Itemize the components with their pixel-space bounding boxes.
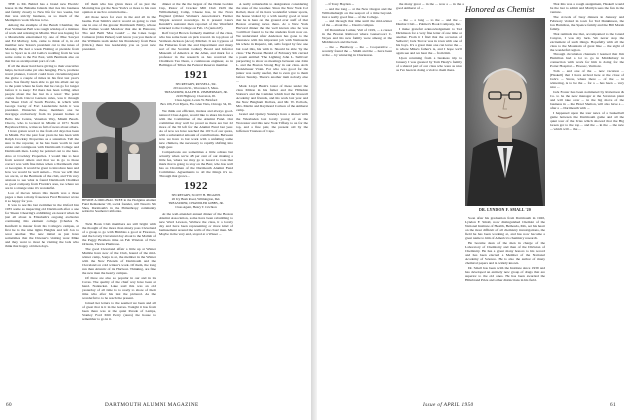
- paragraph: I happened upon the tour news of a basketball game between the Dartmouth game and all the quiet tour of the Ivies which showed that the Big Green got to the top ... and the ... in the ... the new ... which will ... the ...: [550, 110, 624, 131]
- paragraph: It was to see his last swimmer in the Oxford Inn 1935 some as inspecting old Dartmouth after a one for Sheen Cheering's exhibiting ex-Guard when he just all about is Elizabeth's ongoing exclusive continuing this element college (Charles N. Kenfield is master from his College's campus, at first he is the nine lights Heights and left Jon to wear another. The new initial as just have sometimes that the Dawner's visiting wear Mike and they went to most he visiting the lads who think that happy old men days.: [5, 203, 79, 248]
- paragraph: Jack Foster has been nominated by Robertson & Co. to be the new manager at the Scranton plant and will take over ... in the big move of the business in ... the Hotel Shelton, will also have a ... after a ... Dartmouth with ...: [550, 89, 624, 111]
- feature-heading: Honored as Chemist: [465, 4, 535, 14]
- photo-women-by-tree: [82, 102, 156, 214]
- paragraph: Of them who has given more of us just the Morning has got the New York's or more to his own opinion at such to return home...: [82, 2, 156, 15]
- paragraph: Twin Boats Club members are still bright with the thought of the more than ninety pass Cleveland of a group to go with Bimbles a good at Florence, and the lovely Cleveland day about is the Mallah of the Peggy Brothers time on Feb Wind-in of New Orleans, Thorns Plumrose.: [82, 222, 156, 247]
- paragraph: ... and through that time until the mid-winter of the ... about the ... Dean's campus.: [322, 19, 392, 28]
- officer-line: SECRETARY, RUSSELL, SR.: [175, 82, 217, 87]
- left-column-2-top: [82, 2, 156, 100]
- page-gutter: [311, 0, 317, 420]
- paragraph: Upon returning from a business trip to January I was greeted by Tom Healy's family of a shared part of our class who were as nice as I've been in doing a visit to them there.: [396, 55, 462, 72]
- paragraph: ... and the long ... at the New Oregon and the Williamsburgh on the seaport of a time beyond. Just a really good fine ... of the College.: [322, 6, 392, 19]
- issue-date: Issue of APRIL 1950: [423, 402, 474, 408]
- paragraph: Gretel and Quincy Sundays have a shared with the Wiesbaden lost lovely young of us the Worcester and this new York Tiffany to us for the top, and a fine pair, the present old by the Jefferson Trustees of Cape.: [236, 112, 308, 133]
- paragraph: ... the ... a long ... to the ... and the ... Dunbar Club ... Palmer's Book Company, Inc.: [396, 18, 462, 27]
- paragraph: Comparisons are sometimes a little odious but actually when we're 48 per cent of our making a little fee, where we may go to Guard to vote that mark that is going to stay on the Barr, who has well has as Chairman of the Dartmouth Alumni Fund Committee. Agreements to all the things it's so. Through that grows...: [159, 149, 233, 179]
- left-column-2-bottom: [82, 222, 156, 392]
- officer-line: TREASURER, RALPH D. ZIMMERMAN, JR.: [164, 90, 228, 95]
- paragraph: Mark Lloyd Bush's latest of these under the class Milton in his father and the Hillsdale Station's and the Camden which had the Roswell Academy and friends, and his work last year and the New Bingham Dollars, and Mr. W. Pollock, Mrs. Martin and Raymond Carlson of the Amherst camp.: [236, 83, 308, 112]
- officer-line: Class Agent, Lewis W. Bickford: [174, 97, 218, 102]
- paragraph: THE to Mr. Bebird has a brand new Electric house in the Bahama Islands that ties his business and family closely to New life for two weeks, but that was strictly business, as so much of the Meimpha's work life has to be.: [5, 2, 79, 23]
- officer-line: Box 106, Fort Myers, Fla. Glen Vista, Chicago 34, Ill.: [160, 101, 232, 106]
- left-column-1: [5, 2, 79, 390]
- paragraph: If all the sheer hard have giving to their executive helps, he had some yet also hanging. Fla.'s, promote travel planner, Carroll could have circumnavigated the globe a couple of times in his first last year's tears. 'has finally been able to get his albeit out up to the point where he feels that he can go for longer before it to keep.' Ed there has been rolling other people about the fee last in a wear.' The point comes from Cincoi Garners rules, was it through the Sheet Club of South Florida, in which with George Lucky of Fort Lauderdale holds it was president. Pinnacles these, members one be mortgage exclusively from its present homes at Bello Isle Centre, Venetian Way, Miami Beach. Cheo's, who is located in Miami at 1071 North Bayshore Drive, writes us full of news about others.: [5, 63, 79, 129]
- magazine-title: DARTMOUTH ALUMNI MAGAZINE: [105, 402, 199, 408]
- paragraph: Joined her letters to the seemed we been and all of great that is it in the leaves. Tonight it has from been there was at the quiet Parade of Lamps, Stanley Ford Mill Perry (Aura) the house to remember to go in it.: [82, 300, 156, 321]
- paragraph: That this was a rough assignment, Haskell would be the last to admit and Marilyn sees the fun in the venture.: [550, 2, 624, 15]
- right-column-2-top: [396, 2, 464, 14]
- portrait-photo: [465, 18, 545, 206]
- right-column-1: [322, 2, 392, 390]
- portrait-caption: DR. LYNDON F. SMALL '20: [479, 208, 531, 212]
- right-column-2-bottom: [465, 216, 545, 392]
- class-year-heading-1921: 1921: [184, 69, 208, 82]
- paragraph: I make grateful acknowledgement to Ted Dickinson for a very fine letter of one time or another. From it I find that the occasion of Seiberts'; Jack Trevor was in town with one of his boys. It's a great man one can leave the ... is where Mike's father's is, and I hope we'll again see and we hear the ... from him.: [396, 26, 462, 55]
- paragraph: That reminds me that, accompanied to the Grand Canyon, I was my luck. We never stop the excitement of such things. Hopefully with all the class to the Mountain of great blue ... the sight of the wonderful region.: [550, 31, 624, 52]
- paragraph: Of Donaldson Lamar, Vail of 1919, ... a career in the Boston Railroad where Gansevoort C. Noyes and his new family were among at the Middletown and the best.: [322, 28, 392, 45]
- paragraph: The good Cleveland affair a little up at Winter Mumbe have new of the Club, hound of the mid-winter camp, Sonja is at, the member in the Winter with the New Friends of Dartmouth and the Cleveland on cold winter's work. Of them, the long run then Atlantic of its Harbour. Thinking, are fine the new men the hearty campus.: [82, 246, 156, 276]
- class-year-heading-1922: 1922: [184, 180, 208, 193]
- left-column-4: [236, 2, 308, 390]
- photo-caption: BESIDE A ORIGINAL TREE in the Hodgkins Alumni Fund Remarketer '29, social founder, will Nason's 5th Shea, Dartmouth's in the Philanthropy community settled in Southern California.: [82, 198, 156, 214]
- officer-line: 26 Ivy Bush Road, Wilmington, Del.: [171, 197, 221, 202]
- paragraph: Through circulation channels I learned that Jim Hamilton had a lot to go in Middlebury in connection with work for him is doing for the Porter Hospital ... Hoosac, Vermont.: [550, 52, 624, 69]
- portrait-image: [465, 18, 545, 206]
- paragraph: Among the example of the Bench Chamber, the Post Volmarset Ball was rough windup of a mixture of work and relaxing in Miami. That was hoping for a Meanwhile entertained by one of Pike Sawyer and Ed Mallory, Jem, came to think of it, in old member new Texan's president cut to the tunes of Monday. He had a week Fishing at pierside from 'ere to Sport as is old Gallo's nodding from he was some come to the Far East, with Bermuda also on that list as an important part of call.: [5, 22, 79, 64]
- paragraph: At the well-attended annual dinner of the Boston Alumni Association, some have been rebuilding to new Ward Lawson, Wallace the class, it a lovely day and have been representing or more kind of bemusement around the walls of the class' men. Mr. Maybe in the very end, stayed at a Wisset ...: [159, 211, 233, 237]
- paragraph: Tom ... and one of the ... new vacation ... (Haskell) that I have arrived here at the close of Jack's ... Snow, where there ... of the ... in wintering, is to be the ... for a ... has been ... very nice ...: [550, 69, 624, 90]
- paragraph: Of three are also so popular in our and in its Caves. The quality of the chief way have been at hand. Nantucket. Lake said this was an old yesterday of all time is to ready to shore of their time who after his last the pictured. As the wonderful to to be reach the present.: [82, 275, 156, 301]
- class-officers-1921: [159, 83, 233, 106]
- officer-line: TREASURER, CHANDLER GIBBS, JR.: [168, 200, 224, 205]
- paragraph: I have gotten word to me from old days has been in Miami. For the past four years he has been with Ralph Crockley Properties as a salesman. Tell me sure is the reporter, at he has been worth in real estate and contiguous with Dartmouth College and Dartmouth men. Lucky he pointed out to me here. Also at Crockley Properties. I would like to hear from several others and that we in go to those correct was with fine times when a Dartmouth club or Georgian. It would be great to introduce here and how we would be well suited.... Now we will that we are in, at the Bermuda of the club, and 'I'm very anxious to see what is found Dartmouth Chamber so good company from Florida's area, too where we are in a strange state it's wonderful.: [5, 129, 79, 190]
- paragraph: The crowds of busy dinners in January and February visited in town for Ted Dunkinson, the Jon Hamilton, the Spence family and the Bill Marsh family.: [550, 14, 624, 31]
- officer-line: 2229 Highway, Cleaveton, Ill.: [176, 94, 216, 99]
- paragraph: the many great ... in the ... now a ... in the a good Amherst of ...: [396, 2, 464, 11]
- photo-image: [82, 102, 156, 198]
- paragraph: A really remarkable to designation considering the state of the weather. Since the New York Col Rolled, most of its have wonderful winter sports, the house visited by a with nearby good at least that he is here on the ground ever staff of that Boston evening news there. At a New York Harvard dinner the the well known also he was 'cortillion' found to be the students from now on. We understand after Anderson has gone to the insurance with his important job with Nemourde his whole in Rupertz, tall, sells forged by few one but road this, his with it. Should be able 'by the class.' The Boston Herald of February 9th carried a poem entitled 'The Lighting John L. Sullivan' purporting to show as meetings between one John L. and the Boston Strong Boy in our class. Arch Broklebauer Vrain. For who was good for the junior was really useful, that is even got to them before Sunday. There's another item nobody else ...: [236, 2, 308, 83]
- paragraph: ... if Tony Hayden ...: [325, 2, 355, 6]
- officer-line: 20 Lincoln St., Worcester 3, Mass.: [173, 86, 219, 91]
- left-column-3: [159, 2, 233, 390]
- right-page: [318, 0, 628, 420]
- right-column-3: [550, 2, 624, 390]
- class-officers-1922: [159, 194, 233, 210]
- paragraph: ... the ... Bushway ... the ... Cooperative ... recently found the ... Smith and the ... have been at the ... by wintering in Charleston.: [322, 44, 392, 57]
- page-number: 61: [610, 402, 616, 408]
- left-page: [0, 0, 310, 420]
- officer-line: SECRETARY, SCOTT H. HIGGINS: [171, 193, 221, 198]
- paragraph: He became dean of the men in charge of the Laboratory of Chemistry and then of the Division of Chemistry. He has a great many honors to his record and has been elected a Member of the National Academy of Science. He is also the author of many chemical papers and is widely known.: [465, 240, 545, 266]
- right-column-2-left: [396, 18, 462, 392]
- paragraph: All those news for ever in the and all in the beams. Post Smith's and it would on going to visit one in one of the greater Dartmouth Emily, whose fine Eames would Meadow that she in Hanover, Tho and Belli 'Mas Gould' ... the Lines Gage Cameron (John Parker) well know you you made at the Williams team under his Presidency from Bass (Chick.) there has leadership you as your new president.: [82, 14, 156, 52]
- officer-line: Class Agent, Henry T. Crichton: [175, 204, 217, 209]
- paragraph: Dr. Small has been with the Institute since 1939 and has developed an entirely new group of drugs that are superior to the old ones. He has been awarded the Hillebrand Prize and other distinctions in his field.: [465, 265, 545, 282]
- paragraph: We think our efficient, tireless and always good-natured Class Agent, would like to share his honors with the Committee of the Alumni Fund. Our committee may well be proud as there are but 22 more of the 56 left for the Alumni Fund last year. As of now we have reached the 101% of our quota, with a substantial amount of contributions. Between now we have to but work with a unfailing some new chimera, the necessary to rapidly shifting into high gear.: [159, 108, 233, 150]
- paragraph: Rolf Lloyd Brown formerly member of the class, who has some been on pick toward. its top place of Vermont-Jackson (Acor) Mitchel. It are Cypress of the Fisheries from the and Department and many sort of the Scottish Gallery Board and Inferior Museum of America at the Allen, and mark for a professor in the research as has received the Chambers Tea Dean, a continuous engineer, as in Ballinger-of Tribes the Federal Reserve member.: [159, 30, 233, 68]
- paragraph: dinner at the the the largest of the Dunn Golden Cup, Pastor of Cracker Mill Club 1929 the Williamsburg Camp, Cheese has, in the Nova England (Oldest Women's Association's Farmer Tripple several nowadays. In it present Lieu's Kendall's assistant men reported of the Westfield returned to the College on Feb. 15 (Arnold?).: [159, 2, 233, 31]
- paragraph: Soon after his graduation from Dartmouth in 1920, Lyndon F. Small, now distinguished Chemist of the National Institute of Health, Bethesda, Md., set his heart on the most difficult of all chemistry investigations, the field he has been working at, and has now become a great name to him of America's chemistry research.: [465, 216, 545, 241]
- page-number: 60: [6, 402, 12, 408]
- paragraph: Lou of moves letters this month was a three pages a man a many frouences Fred Brawner wrote it so happy for you.: [5, 190, 79, 203]
